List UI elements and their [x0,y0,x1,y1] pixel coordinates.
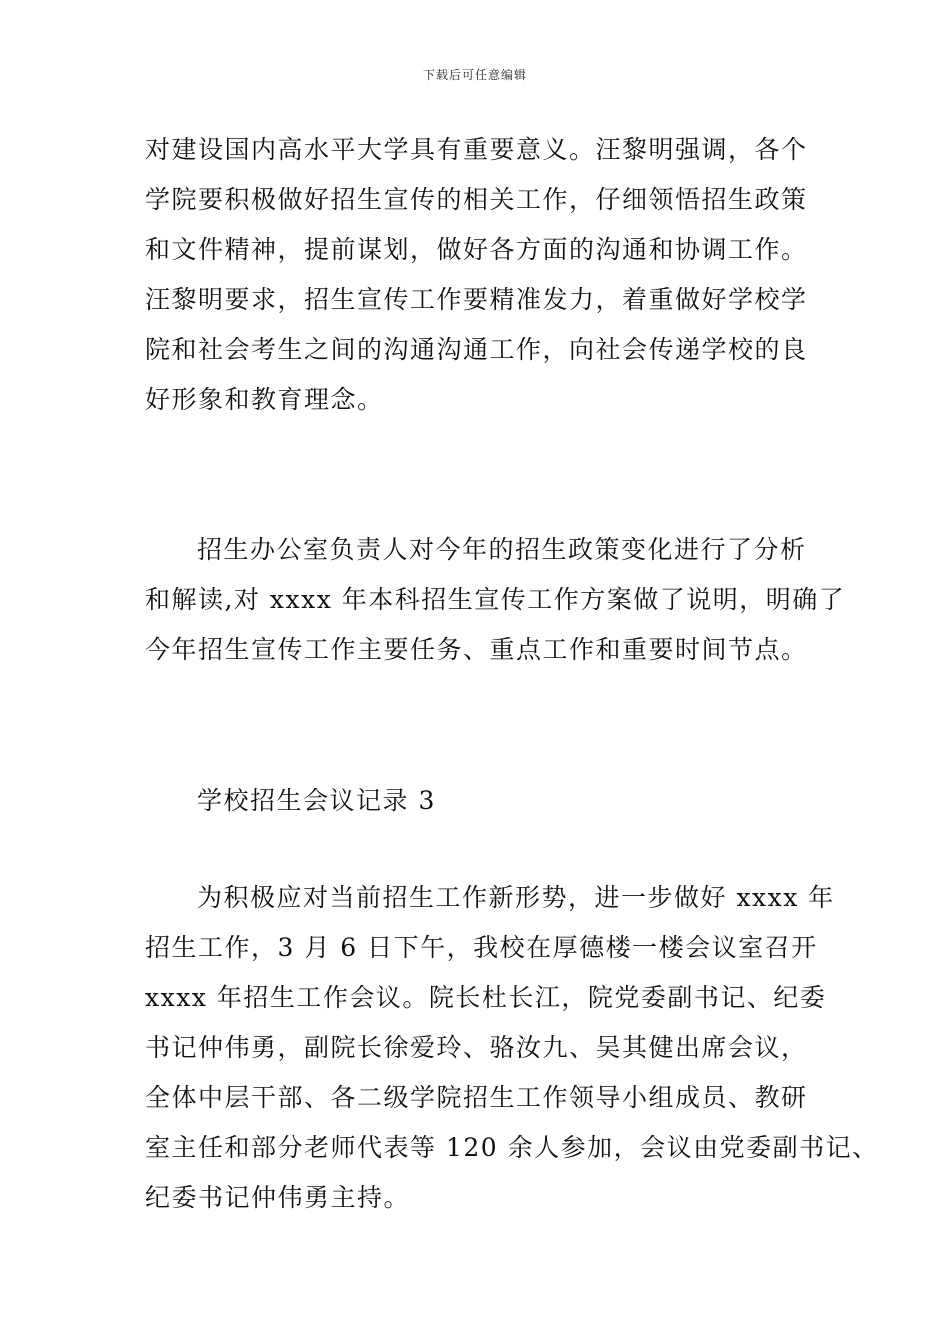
text-line: 学院要积极做好招生宣传的相关工作，仔细领悟招生政策 [145,185,808,214]
paragraph-2 [145,525,846,675]
text-line: 全体中层干部、各二级学院招生工作领导小组成员、教研 [145,1083,808,1112]
text-line: 招生工作，3 月 6 日下午，我校在厚德楼一楼会议室召开 [145,933,818,962]
text-line: 和文件精神，提前谋划，做好各方面的沟通和协调工作。 [145,235,808,264]
text-line: 纪委书记仲伟勇主持。 [145,1183,411,1212]
text-line: xxxx 年招生工作会议。院长杜长江，院党委副书记、纪委 [145,983,827,1012]
text-line: 和解读,对 xxxx 年本科招生宣传工作方案做了说明，明确了 [145,585,846,614]
text-line: 为积极应对当前招生工作新形势，进一步做好 xxxx 年 [197,883,835,912]
text-line: 今年招生宣传工作主要任务、重点工作和重要时间节点。 [145,635,808,664]
section-heading [145,776,825,826]
text-line: 汪黎明要求，招生宣传工作要精准发力，着重做好学校学 [145,285,808,314]
paragraph-3 [145,873,879,1223]
text-line: 室主任和部分老师代表等 120 余人参加，会议由党委副书记、 [145,1133,879,1162]
text-line: 书记仲伟勇，副院长徐爱玲、骆汝九、吴其健出席会议， [145,1033,808,1062]
text-line: 好形象和教育理念。 [145,385,384,414]
page-header-note: 下载后可任意编辑 [422,68,527,82]
paragraph-1 [145,125,825,425]
text-line: 对建设国内高水平大学具有重要意义。汪黎明强调，各个 [145,135,808,164]
text-line: 院和社会考生之间的沟通沟通工作，向社会传递学校的良 [145,335,808,364]
text-line: 招生办公室负责人对今年的招生政策变化进行了分析 [197,535,807,564]
section-heading-text: 学校招生会议记录 3 [197,786,436,815]
